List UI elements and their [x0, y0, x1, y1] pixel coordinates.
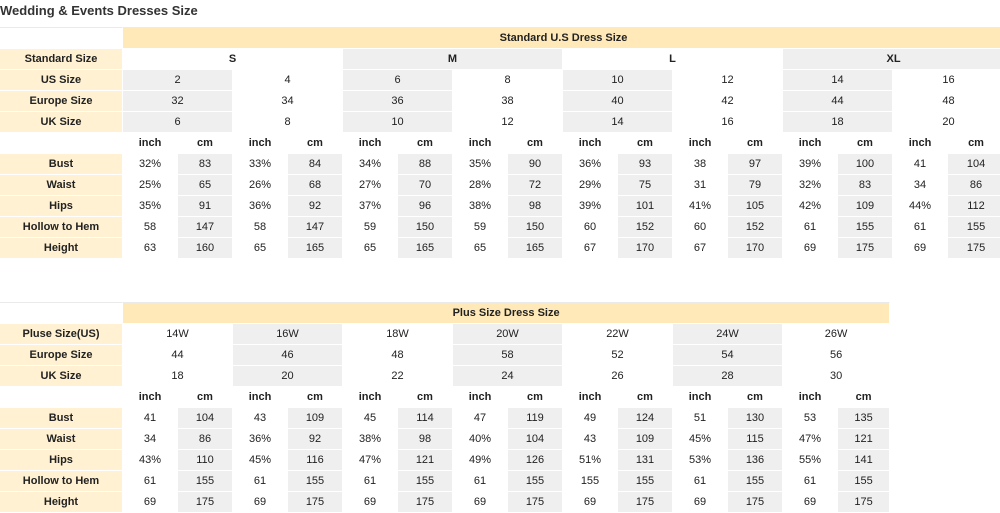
measurement-cell: 175: [838, 492, 890, 513]
measurement-cell: 65: [233, 238, 288, 259]
measurement-cell: 69: [233, 492, 288, 513]
size-cell: 40: [563, 91, 673, 112]
unit-label: inch: [453, 387, 508, 408]
measurement-cell: 86: [178, 429, 233, 450]
unit-row: [0, 387, 890, 408]
measurement-cell: 155: [948, 217, 1000, 238]
unit-label: inch: [233, 133, 288, 154]
measurement-row: [0, 471, 890, 492]
size-cell: 6: [123, 112, 233, 133]
measurement-cell: 91: [178, 196, 233, 217]
measurement-cell: 34%: [343, 154, 398, 175]
measurement-cell: 59: [453, 217, 508, 238]
measurement-cell: 130: [728, 408, 783, 429]
measurement-cell: 105: [728, 196, 783, 217]
size-cell: 16: [673, 112, 783, 133]
unit-label: inch: [233, 387, 288, 408]
measurement-cell: 155: [728, 471, 783, 492]
measurement-cell: 155: [288, 471, 343, 492]
measurement-cell: 51%: [563, 450, 618, 471]
measurement-cell: 69: [783, 238, 838, 259]
measurement-cell: 33%: [233, 154, 288, 175]
measurement-cell: 69: [453, 492, 508, 513]
size-cell: 22: [343, 366, 453, 387]
unit-label: inch: [893, 133, 948, 154]
size-cell: 28: [673, 366, 783, 387]
row-label: Waist: [0, 429, 123, 450]
row-label: US Size: [0, 70, 123, 91]
size-cell: 12: [453, 112, 563, 133]
size-cell: 20: [893, 112, 1000, 133]
measurement-cell: 60: [563, 217, 618, 238]
row-label: Bust: [0, 154, 123, 175]
size-cell: 6: [343, 70, 453, 91]
measurement-cell: 165: [398, 238, 453, 259]
measurement-cell: 45%: [233, 450, 288, 471]
measurement-cell: 61: [123, 471, 178, 492]
unit-label: cm: [618, 387, 673, 408]
measurement-cell: 104: [178, 408, 233, 429]
blank-cell: [0, 133, 123, 154]
size-cell: 42: [673, 91, 783, 112]
unit-label: cm: [178, 387, 233, 408]
unit-label: cm: [508, 387, 563, 408]
size-group-header: L: [563, 49, 783, 70]
measurement-cell: 109: [618, 429, 673, 450]
row-label: Height: [0, 238, 123, 259]
measurement-cell: 70: [398, 175, 453, 196]
measurement-cell: 96: [398, 196, 453, 217]
size-row: [0, 345, 890, 366]
size-row: [0, 324, 890, 345]
measurement-cell: 61: [343, 471, 398, 492]
measurement-cell: 43%: [123, 450, 178, 471]
measurement-cell: 126: [508, 450, 563, 471]
unit-label: inch: [123, 133, 178, 154]
measurement-cell: 61: [233, 471, 288, 492]
measurement-cell: 34: [893, 175, 948, 196]
measurement-cell: 61: [783, 471, 838, 492]
unit-label: cm: [398, 133, 453, 154]
measurement-cell: 38%: [343, 429, 398, 450]
measurement-cell: 34: [123, 429, 178, 450]
unit-label: inch: [673, 387, 728, 408]
size-cell: 58: [453, 345, 563, 366]
measurement-cell: 135: [838, 408, 890, 429]
unit-label: inch: [563, 387, 618, 408]
size-cell: 26W: [783, 324, 890, 345]
size-row: [0, 91, 1000, 112]
measurement-cell: 121: [838, 429, 890, 450]
unit-label: inch: [343, 133, 398, 154]
measurement-cell: 53: [783, 408, 838, 429]
row-label: Hips: [0, 450, 123, 471]
size-cell: 18W: [343, 324, 453, 345]
measurement-cell: 61: [783, 217, 838, 238]
measurement-cell: 53%: [673, 450, 728, 471]
size-group-header: XL: [783, 49, 1000, 70]
measurement-cell: 175: [948, 238, 1000, 259]
measurement-cell: 49: [563, 408, 618, 429]
measurement-cell: 86: [948, 175, 1000, 196]
size-cell: 48: [893, 91, 1000, 112]
unit-label: cm: [728, 133, 783, 154]
row-label: Europe Size: [0, 345, 123, 366]
measurement-cell: 101: [618, 196, 673, 217]
measurement-cell: 84: [288, 154, 343, 175]
measurement-cell: 41: [893, 154, 948, 175]
measurement-cell: 69: [563, 492, 618, 513]
measurement-cell: 100: [838, 154, 893, 175]
measurement-cell: 170: [618, 238, 673, 259]
measurement-cell: 43: [233, 408, 288, 429]
measurement-cell: 109: [288, 408, 343, 429]
unit-label: cm: [838, 133, 893, 154]
measurement-cell: 175: [838, 238, 893, 259]
row-label: Hollow to Hem: [0, 217, 123, 238]
size-cell: 8: [233, 112, 343, 133]
measurement-cell: 63: [123, 238, 178, 259]
measurement-cell: 38: [673, 154, 728, 175]
measurement-cell: 93: [618, 154, 673, 175]
measurement-cell: 155: [178, 471, 233, 492]
size-cell: 30: [783, 366, 890, 387]
measurement-cell: 124: [618, 408, 673, 429]
measurement-cell: 116: [288, 450, 343, 471]
size-cell: 16: [893, 70, 1000, 91]
measurement-cell: 147: [288, 217, 343, 238]
size-cell: 44: [783, 91, 893, 112]
measurement-cell: 69: [673, 492, 728, 513]
measurement-cell: 69: [343, 492, 398, 513]
measurement-cell: 38%: [453, 196, 508, 217]
blank-cell: [0, 27, 123, 49]
size-cell: 10: [563, 70, 673, 91]
measurement-cell: 92: [288, 196, 343, 217]
measurement-cell: 98: [398, 429, 453, 450]
plus-size-table: [0, 302, 890, 513]
row-label: Waist: [0, 175, 123, 196]
size-cell: 14W: [123, 324, 233, 345]
size-cell: 10: [343, 112, 453, 133]
measurement-cell: 79: [728, 175, 783, 196]
measurement-cell: 61: [673, 471, 728, 492]
size-cell: 46: [233, 345, 343, 366]
blank-cell: [0, 387, 123, 408]
measurement-cell: 47: [453, 408, 508, 429]
row-label: UK Size: [0, 112, 123, 133]
size-cell: 12: [673, 70, 783, 91]
measurement-cell: 61: [453, 471, 508, 492]
measurement-cell: 47%: [783, 429, 838, 450]
measurement-cell: 45: [343, 408, 398, 429]
measurement-cell: 40%: [453, 429, 508, 450]
measurement-cell: 155: [838, 217, 893, 238]
unit-label: inch: [453, 133, 508, 154]
measurement-cell: 55%: [783, 450, 838, 471]
measurement-cell: 90: [508, 154, 563, 175]
measurement-row: [0, 429, 890, 450]
size-cell: 14: [783, 70, 893, 91]
measurement-cell: 32%: [783, 175, 838, 196]
measurement-cell: 110: [178, 450, 233, 471]
measurement-cell: 69: [783, 492, 838, 513]
measurement-cell: 112: [948, 196, 1000, 217]
size-cell: 48: [343, 345, 453, 366]
size-cell: 56: [783, 345, 890, 366]
measurement-cell: 41: [123, 408, 178, 429]
size-group-header: S: [123, 49, 343, 70]
measurement-cell: 155: [508, 471, 563, 492]
size-cell: 52: [563, 345, 673, 366]
measurement-cell: 147: [178, 217, 233, 238]
size-cell: 24W: [673, 324, 783, 345]
measurement-cell: 69: [123, 492, 178, 513]
standard-size-table: [0, 27, 1000, 259]
measurement-cell: 165: [508, 238, 563, 259]
measurement-cell: 165: [288, 238, 343, 259]
measurement-cell: 47%: [343, 450, 398, 471]
measurement-cell: 97: [728, 154, 783, 175]
measurement-cell: 31: [673, 175, 728, 196]
measurement-cell: 59: [343, 217, 398, 238]
measurement-row: [0, 238, 1000, 259]
size-cell: 4: [233, 70, 343, 91]
measurement-cell: 155: [563, 471, 618, 492]
row-label: Standard Size: [0, 49, 123, 70]
measurement-cell: 175: [288, 492, 343, 513]
size-cell: 2: [123, 70, 233, 91]
row-label: Europe Size: [0, 91, 123, 112]
measurement-cell: 175: [728, 492, 783, 513]
unit-label: cm: [508, 133, 563, 154]
measurement-cell: 114: [398, 408, 453, 429]
table-title: Standard U.S Dress Size: [123, 27, 1000, 49]
measurement-cell: 58: [233, 217, 288, 238]
measurement-cell: 41%: [673, 196, 728, 217]
unit-label: inch: [783, 387, 838, 408]
measurement-cell: 32%: [123, 154, 178, 175]
row-label: Hips: [0, 196, 123, 217]
measurement-cell: 49%: [453, 450, 508, 471]
unit-label: inch: [563, 133, 618, 154]
measurement-cell: 92: [288, 429, 343, 450]
measurement-cell: 104: [508, 429, 563, 450]
size-cell: 26: [563, 366, 673, 387]
measurement-cell: 36%: [233, 429, 288, 450]
measurement-cell: 75: [618, 175, 673, 196]
measurement-cell: 36%: [563, 154, 618, 175]
measurement-cell: 175: [508, 492, 563, 513]
measurement-cell: 65: [453, 238, 508, 259]
measurement-cell: 68: [288, 175, 343, 196]
measurement-cell: 67: [563, 238, 618, 259]
unit-row: [0, 133, 1000, 154]
size-cell: 22W: [563, 324, 673, 345]
measurement-cell: 43: [563, 429, 618, 450]
unit-label: cm: [178, 133, 233, 154]
measurement-cell: 109: [838, 196, 893, 217]
size-cell: 44: [123, 345, 233, 366]
measurement-cell: 61: [893, 217, 948, 238]
size-cell: 32: [123, 91, 233, 112]
unit-label: cm: [728, 387, 783, 408]
measurement-cell: 150: [398, 217, 453, 238]
measurement-cell: 98: [508, 196, 563, 217]
unit-label: inch: [673, 133, 728, 154]
measurement-cell: 35%: [453, 154, 508, 175]
size-row: [0, 366, 890, 387]
unit-label: cm: [288, 387, 343, 408]
row-label: Hollow to Hem: [0, 471, 123, 492]
size-group-row: [0, 49, 1000, 70]
measurement-cell: 26%: [233, 175, 288, 196]
unit-label: inch: [343, 387, 398, 408]
unit-label: cm: [398, 387, 453, 408]
measurement-cell: 45%: [673, 429, 728, 450]
measurement-row: [0, 175, 1000, 196]
size-cell: 36: [343, 91, 453, 112]
measurement-cell: 36%: [233, 196, 288, 217]
unit-label: cm: [618, 133, 673, 154]
measurement-cell: 115: [728, 429, 783, 450]
size-cell: 18: [123, 366, 233, 387]
measurement-cell: 37%: [343, 196, 398, 217]
measurement-cell: 42%: [783, 196, 838, 217]
measurement-cell: 160: [178, 238, 233, 259]
measurement-cell: 60: [673, 217, 728, 238]
size-cell: 24: [453, 366, 563, 387]
measurement-row: [0, 217, 1000, 238]
size-cell: 8: [453, 70, 563, 91]
table-title-row: [0, 27, 1000, 49]
measurement-cell: 83: [838, 175, 893, 196]
row-label: Height: [0, 492, 123, 513]
measurement-cell: 65: [343, 238, 398, 259]
measurement-row: [0, 196, 1000, 217]
unit-label: cm: [948, 133, 1000, 154]
measurement-row: [0, 450, 890, 471]
measurement-cell: 83: [178, 154, 233, 175]
measurement-cell: 44%: [893, 196, 948, 217]
measurement-cell: 35%: [123, 196, 178, 217]
size-cell: 20W: [453, 324, 563, 345]
blank-cell: [0, 302, 123, 324]
measurement-cell: 152: [618, 217, 673, 238]
size-cell: 38: [453, 91, 563, 112]
size-row: [0, 70, 1000, 91]
measurement-cell: 72: [508, 175, 563, 196]
unit-label: inch: [783, 133, 838, 154]
size-cell: 16W: [233, 324, 343, 345]
measurement-row: [0, 492, 890, 513]
measurement-cell: 119: [508, 408, 563, 429]
measurement-cell: 136: [728, 450, 783, 471]
measurement-cell: 28%: [453, 175, 508, 196]
measurement-cell: 69: [893, 238, 948, 259]
unit-label: cm: [838, 387, 890, 408]
unit-label: inch: [123, 387, 178, 408]
size-cell: 20: [233, 366, 343, 387]
row-label: Pluse Size(US): [0, 324, 123, 345]
size-cell: 34: [233, 91, 343, 112]
measurement-cell: 67: [673, 238, 728, 259]
measurement-cell: 170: [728, 238, 783, 259]
row-label: UK Size: [0, 366, 123, 387]
table-title: Plus Size Dress Size: [123, 302, 890, 324]
unit-label: cm: [288, 133, 343, 154]
size-group-header: M: [343, 49, 563, 70]
measurement-cell: 121: [398, 450, 453, 471]
measurement-cell: 29%: [563, 175, 618, 196]
measurement-cell: 65: [178, 175, 233, 196]
measurement-row: [0, 154, 1000, 175]
measurement-cell: 104: [948, 154, 1000, 175]
measurement-cell: 155: [618, 471, 673, 492]
measurement-cell: 155: [398, 471, 453, 492]
measurement-cell: 141: [838, 450, 890, 471]
size-cell: 54: [673, 345, 783, 366]
page-title: Wedding & Events Dresses Size: [0, 3, 198, 18]
measurement-cell: 175: [618, 492, 673, 513]
measurement-cell: 155: [838, 471, 890, 492]
measurement-cell: 175: [178, 492, 233, 513]
measurement-cell: 58: [123, 217, 178, 238]
row-label: Bust: [0, 408, 123, 429]
measurement-cell: 25%: [123, 175, 178, 196]
measurement-cell: 39%: [783, 154, 838, 175]
measurement-cell: 88: [398, 154, 453, 175]
measurement-row: [0, 408, 890, 429]
measurement-cell: 152: [728, 217, 783, 238]
measurement-cell: 27%: [343, 175, 398, 196]
measurement-cell: 175: [398, 492, 453, 513]
measurement-cell: 39%: [563, 196, 618, 217]
size-cell: 18: [783, 112, 893, 133]
measurement-cell: 150: [508, 217, 563, 238]
measurement-cell: 131: [618, 450, 673, 471]
size-cell: 14: [563, 112, 673, 133]
size-row: [0, 112, 1000, 133]
table-title-row: [0, 302, 890, 324]
measurement-cell: 51: [673, 408, 728, 429]
